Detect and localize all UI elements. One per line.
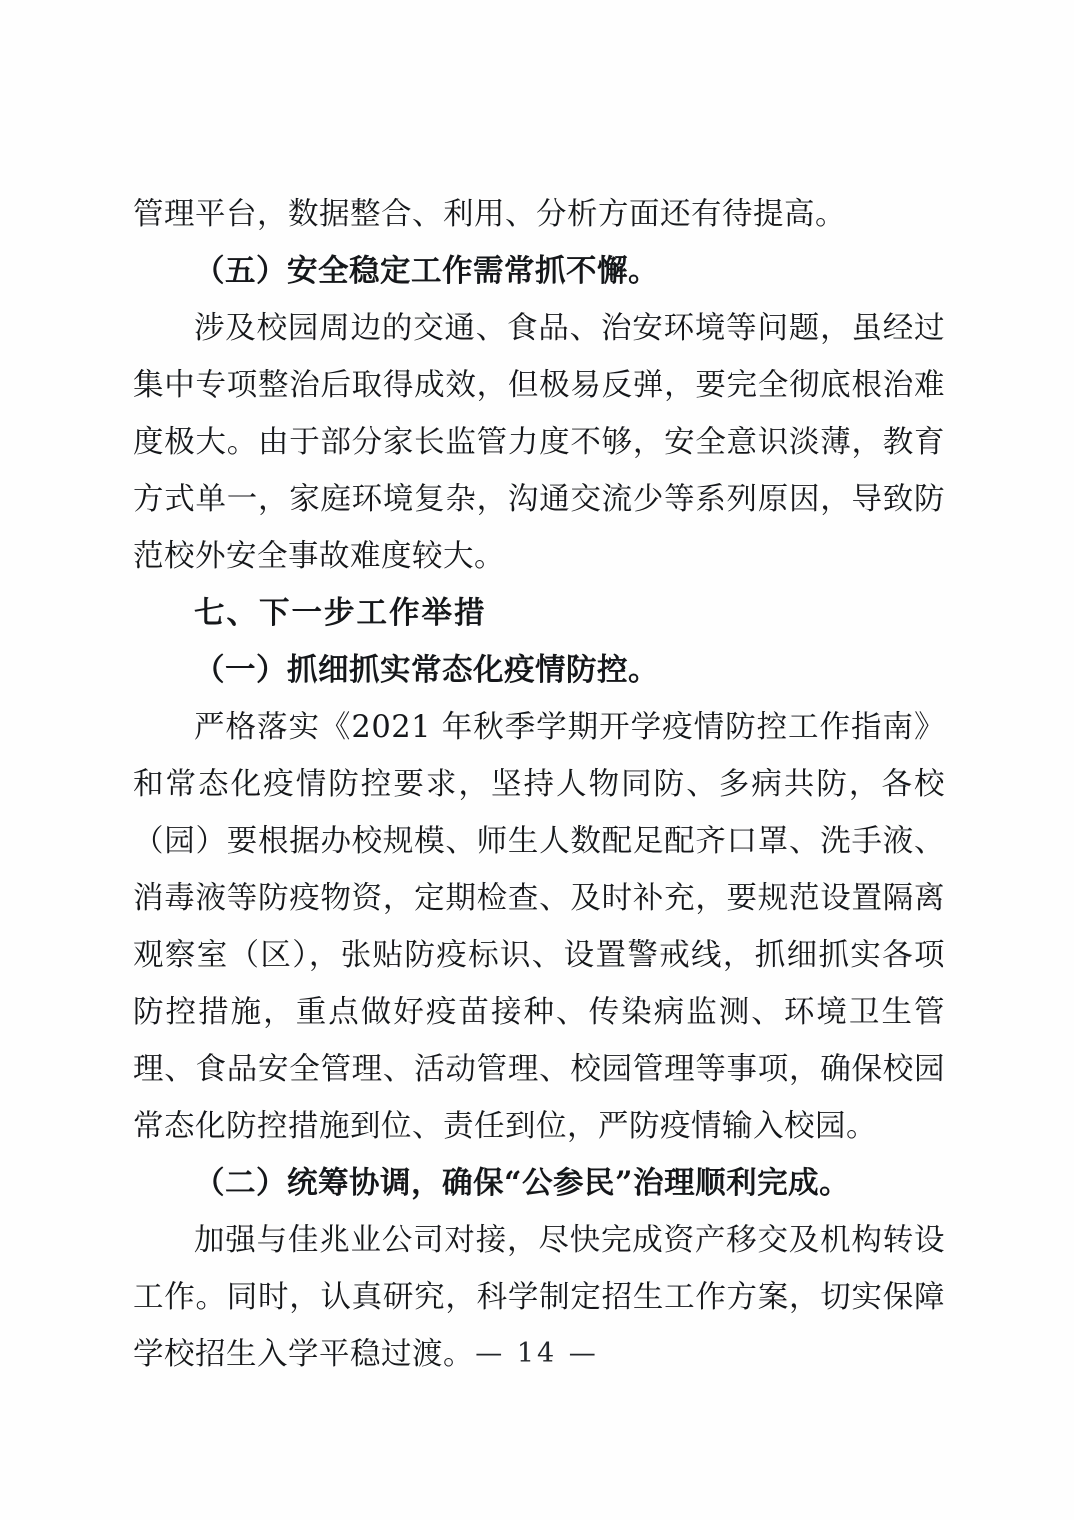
paragraph-epidemic-control: 严格落实《2021 年秋季学期开学疫情防控工作指南》和常态化疫情防控要求，坚持人物同防、多病共防，各校（园）要根据办校规模、师生人数配足配齐口罩、洗手液、消毒液等防疫物资，定期检查、及时补充，要规范设置隔离观察室（区），张贴防疫标识、设置警戒线，抓细抓实各项防控措施，重点做好疫苗接种、传染病监测、环境卫生管理、食品安全管理、活动管理、校园管理等事项，确保校园常态化防控措施到位、责任到位，严防疫情输入校园。 xyxy=(133,710,945,1144)
document-body xyxy=(133,186,945,1383)
page-footer xyxy=(0,1338,1074,1369)
subheading-five: （五）安全稳定工作需常抓不懈。 xyxy=(194,253,659,289)
section-heading-seven: 七、下一步工作举措 xyxy=(194,595,487,631)
page-number: — 14 — xyxy=(475,1338,599,1369)
paragraph-coordination: 加强与佳兆业公司对接，尽快完成资产移交及机构转设工作。同时，认真研究，科学制定招生工作方案，切实保障学校招生入学平稳过渡。 xyxy=(133,1223,945,1372)
paragraph-continuation: 管理平台，数据整合、利用、分析方面还有待提高。 xyxy=(133,197,846,232)
subheading-two: （二）统筹协调，确保“公参民”治理顺利完成。 xyxy=(194,1165,851,1201)
paragraph-safety-stability: 涉及校园周边的交通、食品、治安环境等问题，虽经过集中专项整治后取得成效，但极易反弹，要完全彻底根治难度极大。由于部分家长监管力度不够，安全意识淡薄，教育方式单一，家庭环境复杂，沟通交流少等系列原因，导致防范校外安全事故难度较大。 xyxy=(133,311,945,574)
subheading-one: （一）抓细抓实常态化疫情防控。 xyxy=(194,652,659,688)
